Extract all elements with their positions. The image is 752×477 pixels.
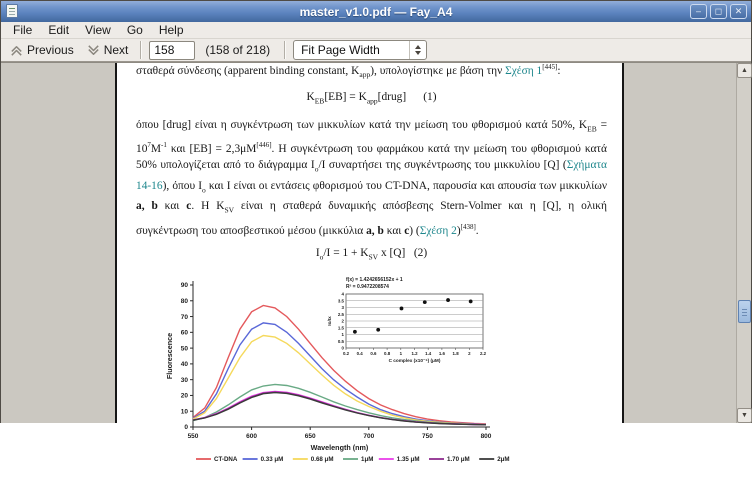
text-segment: [445] (542, 63, 558, 71)
svg-text:650: 650 (304, 433, 316, 441)
zoom-mode-select[interactable] (293, 40, 427, 60)
page-count-label: (158 of 218) (205, 43, 271, 57)
text-segment: app (359, 70, 371, 80)
text-segment: ) ( (409, 224, 420, 237)
svg-text:Io/Ix: Io/Ix (327, 316, 332, 326)
svg-text:550: 550 (187, 433, 199, 441)
svg-text:R² = 0.9472208574: R² = 0.9472208574 (346, 284, 389, 291)
minimize-button[interactable]: – (690, 4, 707, 19)
text-segment: ) (456, 224, 461, 237)
text-segment: c (186, 200, 192, 213)
menu-help[interactable]: Help (158, 23, 184, 37)
svg-text:10: 10 (180, 408, 188, 416)
inset-data-point (376, 328, 380, 332)
svg-text:0.2: 0.2 (342, 351, 350, 357)
text-segment: [438] (460, 222, 476, 231)
svg-text:2: 2 (468, 351, 471, 357)
menu-view[interactable]: View (85, 23, 111, 37)
text-segment: . Η K (191, 200, 225, 213)
next-page-button[interactable] (82, 42, 133, 59)
svg-text:70: 70 (180, 313, 188, 321)
svg-text:0.33 μM: 0.33 μM (260, 456, 284, 464)
vertical-scrollbar[interactable] (736, 63, 751, 423)
inset-data-point (446, 298, 450, 302)
svg-text:3: 3 (341, 305, 344, 311)
svg-text:50: 50 (180, 345, 188, 353)
svg-text:90: 90 (180, 282, 188, 290)
text-segment: και (157, 200, 187, 213)
svg-text:1.5: 1.5 (337, 325, 344, 331)
svg-text:2μM: 2μM (497, 456, 510, 464)
svg-text:0.4: 0.4 (356, 351, 363, 357)
next-label: Next (103, 43, 129, 57)
svg-text:C complex (x10⁻⁶) (μM): C complex (x10⁻⁶) (μM) (388, 358, 441, 364)
svg-text:700: 700 (363, 433, 375, 441)
text-segment: = 10 (136, 118, 608, 156)
svg-text:0.6: 0.6 (370, 351, 377, 357)
inset-data-point (469, 300, 473, 304)
equation-2 (136, 245, 607, 265)
svg-text:Wavelength (nm): Wavelength (nm) (310, 443, 369, 453)
previous-page-button[interactable] (5, 42, 78, 59)
go-previous-icon (9, 43, 24, 58)
svg-text:1.6: 1.6 (438, 351, 445, 357)
svg-text:20: 20 (180, 392, 188, 400)
maximize-button[interactable]: ◻ (710, 4, 727, 19)
svg-text:800: 800 (480, 433, 492, 441)
text-segment: a, b (136, 200, 158, 213)
text-segment: o (314, 164, 319, 174)
text-segment: . Η συγκέντρωση του φαρμάκου κατά την μείωση του φθορισμού κατά 50% υπολογίζεται από το διάγραμμα I (136, 143, 607, 172)
svg-text:3.5: 3.5 (337, 298, 344, 304)
svg-text:2.5: 2.5 (337, 312, 344, 318)
text-segment: . (475, 224, 479, 237)
svg-text:0: 0 (184, 424, 188, 432)
page-text (117, 59, 622, 265)
svg-text:1.70 μM: 1.70 μM (447, 456, 470, 464)
titlebar[interactable] (1, 1, 751, 22)
text-segment: o (202, 185, 206, 195)
toolbar-separator (284, 41, 285, 59)
svg-text:0.68 μM: 0.68 μM (310, 456, 334, 464)
svg-text:f(x) = 1.4242656152x + 1: f(x) = 1.4242656152x + 1 (346, 277, 403, 284)
window-title: master_v1.0.pdf — Fay_A4 (299, 4, 453, 19)
text-segment: EB (587, 124, 597, 134)
text-segment: K (306, 91, 315, 104)
equation-1 (136, 89, 607, 109)
scroll-up-button[interactable]: ▲ (737, 63, 752, 78)
svg-text:30: 30 (180, 377, 188, 385)
svg-text:80: 80 (180, 298, 188, 306)
menu-go[interactable]: Go (126, 23, 143, 37)
scrollbar-thumb[interactable] (738, 300, 751, 323)
text-segment: SV (368, 251, 379, 261)
text-segment: EB (314, 96, 325, 106)
fluorescence-figure (163, 272, 523, 472)
series-2μM (193, 393, 486, 425)
text-segment: c (404, 224, 410, 237)
text-segment: x [Q] (2) (378, 246, 428, 259)
svg-text:CT-DNA: CT-DNA (214, 456, 238, 464)
svg-text:1.4: 1.4 (425, 351, 432, 357)
svg-text:60: 60 (180, 329, 188, 337)
text-segment: [drug] (1) (377, 91, 437, 104)
scroll-down-button[interactable]: ▼ (737, 408, 752, 423)
svg-text:2.2: 2.2 (479, 351, 487, 357)
text-segment: [446] (256, 141, 272, 150)
text-segment: σταθερά σύνδεσης (apparent binding constant, K (136, 64, 360, 77)
svg-text:1: 1 (341, 332, 344, 338)
page-number-input[interactable] (149, 41, 195, 60)
zoom-mode-value: Fit Page Width (301, 43, 380, 57)
pdf-page (115, 63, 624, 464)
text-segment: : (557, 64, 561, 77)
svg-text:750: 750 (421, 433, 433, 441)
inset-chart (327, 277, 487, 363)
toolbar-separator (140, 41, 141, 59)
inset-data-point (353, 330, 357, 334)
text-segment: ), όπου I (162, 179, 203, 192)
text-segment: είναι η σταθερά δυναμικής απόσβεσης Stern-Volmer και η [Q], η ολική συγκέντρωση του αποσβεστικού μέσου (μικκύλια (136, 200, 607, 237)
svg-text:Fluorescence: Fluorescence (165, 333, 174, 380)
svg-text:0: 0 (341, 345, 344, 351)
text-segment: /I = 1 + K (323, 246, 369, 259)
internal-link[interactable]: Σχέση 2 (419, 224, 457, 237)
svg-text:2: 2 (341, 318, 344, 324)
svg-text:1.8: 1.8 (452, 351, 459, 357)
text-segment: /I συναρτήσει της συγκέντρωσης του μικκυλίου [Q] ( (318, 159, 567, 172)
inset-data-point (400, 307, 404, 311)
text-segment: M (150, 143, 162, 156)
text-segment: a, b (366, 224, 384, 237)
go-next-icon (86, 43, 101, 58)
document-paragraph-top (136, 59, 607, 83)
previous-label: Previous (27, 43, 74, 57)
inset-data-point (423, 300, 427, 304)
svg-text:0.8: 0.8 (384, 351, 391, 357)
document-paragraph-main (136, 117, 607, 239)
svg-text:40: 40 (180, 361, 188, 369)
internal-link[interactable]: Σχέση 1 (505, 64, 543, 77)
internal-link[interactable]: Σχήματα 14-16 (136, 159, 607, 192)
text-segment: -1 (161, 141, 167, 150)
text-segment: [EB] = K (324, 91, 367, 104)
svg-text:0.5: 0.5 (337, 339, 344, 345)
text-segment: και (383, 224, 405, 237)
spinner-icon (409, 41, 426, 59)
close-button[interactable]: ✕ (730, 4, 747, 19)
document-area (1, 62, 751, 464)
text-segment: και [EB] = 2,3μM (166, 143, 257, 156)
svg-text:4: 4 (341, 291, 344, 297)
menu-file[interactable]: File (13, 23, 33, 37)
text-segment: I (315, 246, 320, 259)
text-segment: όπου [drug] είναι η συγκέντρωση των μικκυλίων κατά την μείωση του φθορισμού κατά 50%, K (136, 118, 588, 131)
menu-edit[interactable]: Edit (48, 23, 70, 37)
text-segment: 7 (147, 141, 151, 150)
text-segment: o (319, 251, 324, 261)
text-segment: app (366, 96, 378, 106)
text-segment: και I είναι οι εντάσεις φθορισμού του CT-DNA, παρουσία και απουσία των μικκυλίων (205, 179, 607, 192)
svg-text:1.2: 1.2 (411, 351, 418, 357)
svg-text:1μM: 1μM (361, 456, 374, 464)
text-segment: SV (224, 205, 235, 215)
menubar (1, 22, 751, 38)
svg-text:1.35 μM: 1.35 μM (396, 456, 420, 464)
svg-text:600: 600 (246, 433, 258, 441)
text-segment: ), υπολογίστηκε με βάση την (370, 64, 506, 77)
svg-text:1: 1 (399, 351, 403, 357)
fluorescence-chart (163, 272, 523, 472)
